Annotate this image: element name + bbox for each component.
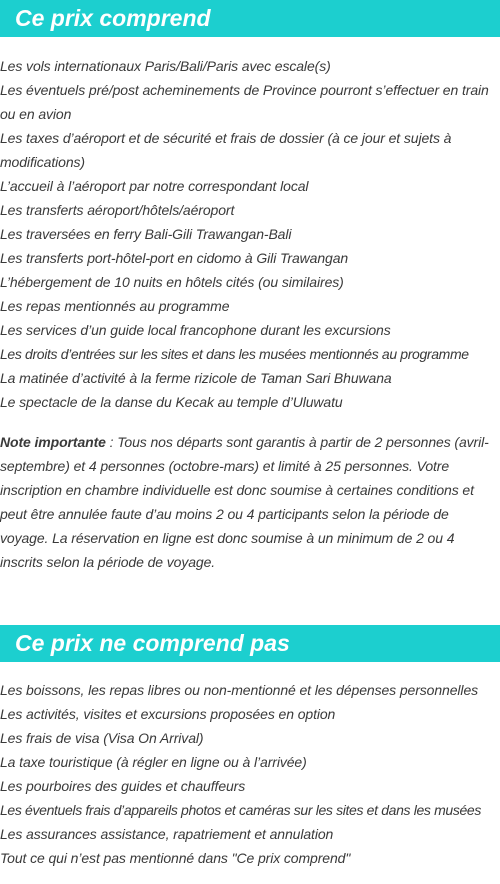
list-item: Les éventuels frais d’appareils photos et caméras sur les sites et dans les musées <box>0 802 482 818</box>
list-item: La matinée d’activité à la ferme rizicole de Taman Sari Bhuwana <box>0 370 392 386</box>
excluded-header: Ce prix ne comprend pas <box>0 625 500 662</box>
list-item: L’accueil à l’aéroport par notre correspondant local <box>0 178 309 194</box>
list-item: Les droits d’entrées sur les sites et dans les musées mentionnés au programme <box>0 346 469 362</box>
excluded-section <box>0 625 500 870</box>
list-item: Les assurances assistance, rapatriement et annulation <box>0 826 334 842</box>
list-item: Les vols internationaux Paris/Bali/Paris avec escale(s) <box>0 58 331 74</box>
list-item: La taxe touristique (à régler en ligne ou à l’arrivée) <box>0 754 307 770</box>
list-item: Les frais de visa (Visa On Arrival) <box>0 730 204 746</box>
list-item: Les éventuels pré/post acheminements de Province pourront s’effectuer en train ou en avion <box>0 82 489 122</box>
included-header: Ce prix comprend <box>0 0 500 37</box>
list-item: Les activités, visites et excursions proposées en option <box>0 706 336 722</box>
list-item: Les repas mentionnés au programme <box>0 298 230 314</box>
list-item: Les transferts port-hôtel-port en cidomo à Gili Trawangan <box>0 250 349 266</box>
list-item: Les traversées en ferry Bali-Gili Trawangan-Bali <box>0 226 292 242</box>
list-item: Les transferts aéroport/hôtels/aéroport <box>0 202 235 218</box>
list-item: Le spectacle de la danse du Kecak au temple d’Uluwatu <box>0 394 343 410</box>
excluded-list <box>0 678 500 870</box>
list-item: Les services d’un guide local francophone durant les excursions <box>0 322 391 338</box>
note-text: : Tous nos départs sont garantis à partir de 2 personnes (avril-septembre) et 4 personnes (octobre-mars) et limité à 25 personnes. Votre inscription en chambre individuelle est donc soumise à certaines conditions et peut être annulée faute d’au moins 2 ou 4 participants selon la période de voyage. La réservation en ligne est donc soumise à un minimum de 2 ou 4 inscrits selon la période de voyage. <box>0 434 489 570</box>
list-item: L’hébergement de 10 nuits en hôtels cités (ou similaires) <box>0 274 344 290</box>
important-note <box>0 430 500 574</box>
note-label: Note importante <box>0 434 106 450</box>
list-item: Les taxes d’aéroport et de sécurité et frais de dossier (à ce jour et sujets à modifications) <box>0 130 452 170</box>
list-item: Les pourboires des guides et chauffeurs <box>0 778 246 794</box>
list-item: Les boissons, les repas libres ou non-mentionné et les dépenses personnelles <box>0 682 479 698</box>
included-list <box>0 54 500 414</box>
list-item: Tout ce qui n’est pas mentionné dans "Ce prix comprend" <box>0 850 351 866</box>
